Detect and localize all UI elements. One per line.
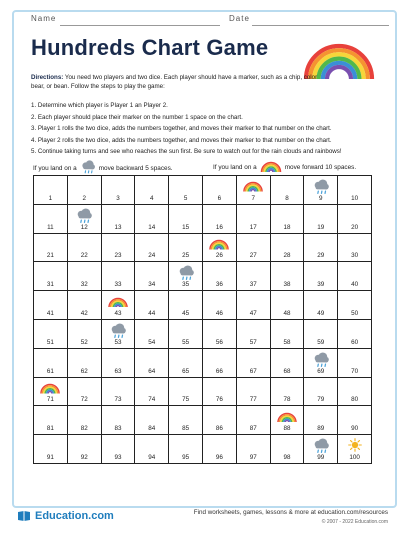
footer-tagline: Find worksheets, games, lessons & more at education.com/resources — [193, 509, 388, 516]
chart-cell-11 — [34, 205, 68, 234]
cell-number: 76 — [215, 396, 223, 404]
chart-cell-37 — [237, 262, 271, 291]
cell-number: 54 — [148, 338, 156, 346]
cell-number: 71 — [46, 396, 54, 404]
cell-number: 57 — [249, 338, 257, 346]
cell-number: 94 — [148, 453, 156, 461]
cell-number: 6 — [217, 194, 222, 202]
chart-cell-36 — [203, 262, 237, 291]
chart-cell-86 — [203, 406, 237, 435]
chart-cell-70 — [338, 349, 372, 378]
step-item: 1. Determine which player is Player 1 an Player 2. — [31, 102, 168, 109]
cell-number: 75 — [182, 396, 190, 404]
step-item: 3. Player 1 rolls the two dice, adds the numbers together, and moves their marker to that number on the chart. — [31, 125, 332, 133]
chart-cell-27 — [237, 234, 271, 263]
chart-cell-92 — [68, 435, 102, 464]
cell-number: 58 — [283, 338, 291, 346]
footer-copyright: © 2007 - 2022 Education.com — [321, 519, 388, 525]
cell-number: 40 — [351, 281, 359, 289]
cell-number: 85 — [182, 425, 190, 433]
cell-number: 46 — [215, 309, 223, 317]
chart-cell-100 — [338, 435, 372, 464]
cell-number: 60 — [351, 338, 359, 346]
education-logo[interactable] — [17, 510, 114, 522]
cell-number: 65 — [182, 367, 190, 375]
chart-cell-22 — [68, 234, 102, 263]
chart-cell-71 — [34, 378, 68, 407]
cell-number: 37 — [249, 281, 257, 289]
chart-cell-67 — [237, 349, 271, 378]
chart-cell-52 — [68, 320, 102, 349]
chart-cell-15 — [169, 205, 203, 234]
cell-number: 52 — [80, 338, 88, 346]
cell-number: 92 — [80, 453, 88, 461]
chart-cell-94 — [135, 435, 169, 464]
chart-cell-76 — [203, 378, 237, 407]
cell-number: 2 — [82, 194, 86, 202]
cell-number: 86 — [215, 425, 223, 433]
rainbow-legend — [213, 160, 356, 174]
directions-lead: Directions: — [31, 74, 64, 81]
chart-cell-90 — [338, 406, 372, 435]
chart-cell-13 — [102, 205, 136, 234]
chart-cell-30 — [338, 234, 372, 263]
cell-number: 20 — [351, 223, 359, 231]
chart-cell-51 — [34, 320, 68, 349]
chart-cell-8 — [271, 176, 305, 205]
cell-number: 43 — [114, 309, 122, 317]
chart-cell-39 — [304, 262, 338, 291]
cell-number: 69 — [317, 367, 325, 375]
cell-number: 96 — [215, 453, 223, 461]
cell-number: 39 — [317, 281, 325, 289]
cell-number: 88 — [283, 425, 291, 433]
cell-number: 61 — [46, 367, 54, 375]
chart-cell-53 — [102, 320, 136, 349]
cell-number: 66 — [215, 367, 223, 375]
cell-number: 21 — [46, 252, 54, 260]
chart-cell-33 — [102, 262, 136, 291]
cell-number: 91 — [46, 453, 54, 461]
chart-cell-34 — [135, 262, 169, 291]
chart-cell-88 — [271, 406, 305, 435]
chart-cell-2 — [68, 176, 102, 205]
cell-number: 64 — [148, 367, 156, 375]
chart-cell-3 — [102, 176, 136, 205]
cell-number: 26 — [215, 252, 223, 260]
cell-number: 13 — [114, 223, 122, 231]
chart-cell-83 — [102, 406, 136, 435]
cell-number: 38 — [283, 281, 291, 289]
chart-cell-74 — [135, 378, 169, 407]
chart-cell-82 — [68, 406, 102, 435]
cell-number: 17 — [249, 223, 257, 231]
cell-number: 44 — [148, 309, 156, 317]
chart-cell-10 — [338, 176, 372, 205]
chart-cell-62 — [68, 349, 102, 378]
chart-cell-35 — [169, 262, 203, 291]
chart-cell-78 — [271, 378, 305, 407]
chart-cell-24 — [135, 234, 169, 263]
rain-cloud-icon — [80, 160, 96, 176]
cell-number: 27 — [249, 252, 257, 260]
chart-cell-99 — [304, 435, 338, 464]
cloud-legend-before: If you land on a — [33, 164, 77, 172]
cell-number: 11 — [47, 223, 54, 231]
chart-cell-48 — [271, 291, 305, 320]
chart-cell-4 — [135, 176, 169, 205]
cell-number: 32 — [80, 281, 88, 289]
cell-number: 7 — [251, 194, 255, 202]
cell-number: 70 — [351, 367, 359, 375]
chart-cell-21 — [34, 234, 68, 263]
cell-number: 24 — [148, 252, 156, 260]
chart-cell-20 — [338, 205, 372, 234]
cell-number: 28 — [283, 252, 291, 260]
chart-cell-49 — [304, 291, 338, 320]
cell-number: 15 — [182, 223, 190, 231]
chart-cell-64 — [135, 349, 169, 378]
chart-cell-38 — [271, 262, 305, 291]
cell-number: 59 — [317, 338, 325, 346]
chart-cell-19 — [304, 205, 338, 234]
cell-number: 51 — [46, 338, 54, 346]
chart-cell-42 — [68, 291, 102, 320]
cell-number: 80 — [351, 396, 359, 404]
hundreds-chart — [33, 175, 372, 464]
cell-number: 14 — [148, 223, 156, 231]
chart-cell-45 — [169, 291, 203, 320]
chart-cell-93 — [102, 435, 136, 464]
cell-number: 45 — [182, 309, 190, 317]
cell-number: 5 — [183, 194, 188, 202]
directions-text — [31, 73, 331, 91]
chart-cell-14 — [135, 205, 169, 234]
chart-cell-87 — [237, 406, 271, 435]
chart-cell-68 — [271, 349, 305, 378]
chart-cell-16 — [203, 205, 237, 234]
chart-cell-29 — [304, 234, 338, 263]
cell-number: 67 — [249, 367, 257, 375]
chart-cell-17 — [237, 205, 271, 234]
chart-cell-59 — [304, 320, 338, 349]
chart-cell-1 — [34, 176, 68, 205]
step-item: 5. Continue taking turns and see who reaches the sun first. Be sure to watch out for the rain clouds and rainbows! — [31, 148, 342, 156]
chart-cell-40 — [338, 262, 372, 291]
cell-number: 74 — [148, 396, 156, 404]
cell-number: 34 — [148, 281, 156, 289]
name-label: Name — [31, 14, 57, 23]
cell-number: 33 — [114, 281, 122, 289]
cell-number: 100 — [349, 453, 360, 461]
cell-number: 9 — [319, 194, 323, 202]
cell-number: 25 — [182, 252, 190, 260]
cell-number: 48 — [283, 309, 291, 317]
chart-cell-54 — [135, 320, 169, 349]
chart-cell-50 — [338, 291, 372, 320]
chart-cell-43 — [102, 291, 136, 320]
cell-number: 82 — [80, 425, 88, 433]
cell-number: 63 — [114, 367, 122, 375]
chart-cell-25 — [169, 234, 203, 263]
chart-cell-41 — [34, 291, 68, 320]
cell-number: 19 — [317, 223, 325, 231]
chart-cell-9 — [304, 176, 338, 205]
cell-number: 89 — [317, 425, 325, 433]
chart-cell-79 — [304, 378, 338, 407]
chart-cell-95 — [169, 435, 203, 464]
cell-number: 55 — [182, 338, 190, 346]
chart-cell-18 — [271, 205, 305, 234]
chart-cell-31 — [34, 262, 68, 291]
chart-cell-75 — [169, 378, 203, 407]
chart-cell-46 — [203, 291, 237, 320]
cell-number: 4 — [150, 194, 154, 202]
rainbow-icon — [260, 160, 282, 174]
cell-number: 10 — [351, 194, 359, 202]
brand-name: Education.com — [35, 510, 114, 522]
chart-cell-69 — [304, 349, 338, 378]
cell-number: 95 — [182, 453, 190, 461]
rainbow-legend-after: move forward 10 spaces. — [284, 163, 357, 171]
cell-number: 87 — [249, 425, 257, 433]
cell-number: 73 — [114, 396, 122, 404]
cell-number: 81 — [46, 425, 54, 433]
cell-number: 29 — [317, 252, 325, 260]
chart-cell-60 — [338, 320, 372, 349]
chart-cell-44 — [135, 291, 169, 320]
cell-number: 47 — [249, 309, 257, 317]
chart-cell-23 — [102, 234, 136, 263]
date-label: Date — [229, 14, 250, 23]
chart-cell-6 — [203, 176, 237, 205]
brand-icon — [17, 510, 31, 522]
chart-cell-12 — [68, 205, 102, 234]
cloud-legend — [33, 160, 173, 176]
cell-number: 90 — [351, 425, 359, 433]
chart-cell-97 — [237, 435, 271, 464]
directions-body: You need two players and two dice. Each player should have a marker, such as a chip, color bear, or bean. Follow the steps to play the game: — [31, 74, 318, 90]
name-line — [60, 25, 220, 26]
chart-cell-26 — [203, 234, 237, 263]
chart-cell-56 — [203, 320, 237, 349]
cell-number: 42 — [80, 309, 88, 317]
cell-number: 53 — [114, 338, 122, 346]
cell-number: 83 — [114, 425, 122, 433]
chart-cell-77 — [237, 378, 271, 407]
cell-number: 77 — [249, 396, 257, 404]
cell-number: 31 — [46, 281, 54, 289]
chart-cell-65 — [169, 349, 203, 378]
rainbow-legend-before: If you land on a — [213, 163, 257, 171]
chart-cell-7 — [237, 176, 271, 205]
chart-cell-66 — [203, 349, 237, 378]
cell-number: 18 — [283, 223, 291, 231]
cell-number: 23 — [114, 252, 122, 260]
chart-cell-84 — [135, 406, 169, 435]
cell-number: 3 — [116, 194, 120, 202]
cell-number: 72 — [80, 396, 88, 404]
date-line — [252, 25, 389, 26]
chart-cell-72 — [68, 378, 102, 407]
chart-cell-98 — [271, 435, 305, 464]
chart-cell-81 — [34, 406, 68, 435]
cell-number: 62 — [80, 367, 88, 375]
steps-list — [31, 100, 391, 158]
chart-cell-89 — [304, 406, 338, 435]
chart-cell-61 — [34, 349, 68, 378]
chart-cell-58 — [271, 320, 305, 349]
cell-number: 93 — [114, 453, 122, 461]
cell-number: 12 — [80, 223, 88, 231]
cloud-legend-after: move backward 5 spaces. — [98, 164, 173, 172]
chart-cell-57 — [237, 320, 271, 349]
chart-cell-63 — [102, 349, 136, 378]
cell-number: 78 — [283, 396, 291, 404]
chart-cell-55 — [169, 320, 203, 349]
cell-number: 56 — [215, 338, 223, 346]
chart-cell-28 — [271, 234, 305, 263]
cell-number: 35 — [182, 281, 190, 289]
chart-cell-91 — [34, 435, 68, 464]
chart-cell-85 — [169, 406, 203, 435]
chart-cell-73 — [102, 378, 136, 407]
chart-cell-32 — [68, 262, 102, 291]
cell-number: 50 — [351, 309, 359, 317]
step-item: 2. Each player should place their marker on the number 1 space on the chart. — [31, 113, 243, 121]
cell-number: 22 — [80, 252, 88, 260]
cell-number: 99 — [317, 453, 325, 461]
cell-number: 36 — [215, 281, 223, 289]
cell-number: 41 — [46, 309, 54, 317]
chart-cell-96 — [203, 435, 237, 464]
chart-cell-5 — [169, 176, 203, 205]
cell-number: 8 — [285, 194, 289, 202]
step-item: 4. Player 2 rolls the two dice, adds the numbers together, and moves their marker to that number on the chart. — [31, 136, 332, 144]
cell-number: 97 — [249, 453, 257, 461]
cell-number: 98 — [283, 453, 291, 461]
chart-cell-47 — [237, 291, 271, 320]
chart-cell-80 — [338, 378, 372, 407]
page-title: Hundreds Chart Game — [31, 35, 269, 60]
cell-number: 84 — [148, 425, 156, 433]
cell-number: 16 — [215, 223, 223, 231]
cell-number: 30 — [351, 252, 359, 260]
cell-number: 1 — [48, 194, 53, 202]
cell-number: 79 — [317, 396, 325, 404]
cell-number: 68 — [283, 367, 291, 375]
cell-number: 49 — [317, 309, 325, 317]
